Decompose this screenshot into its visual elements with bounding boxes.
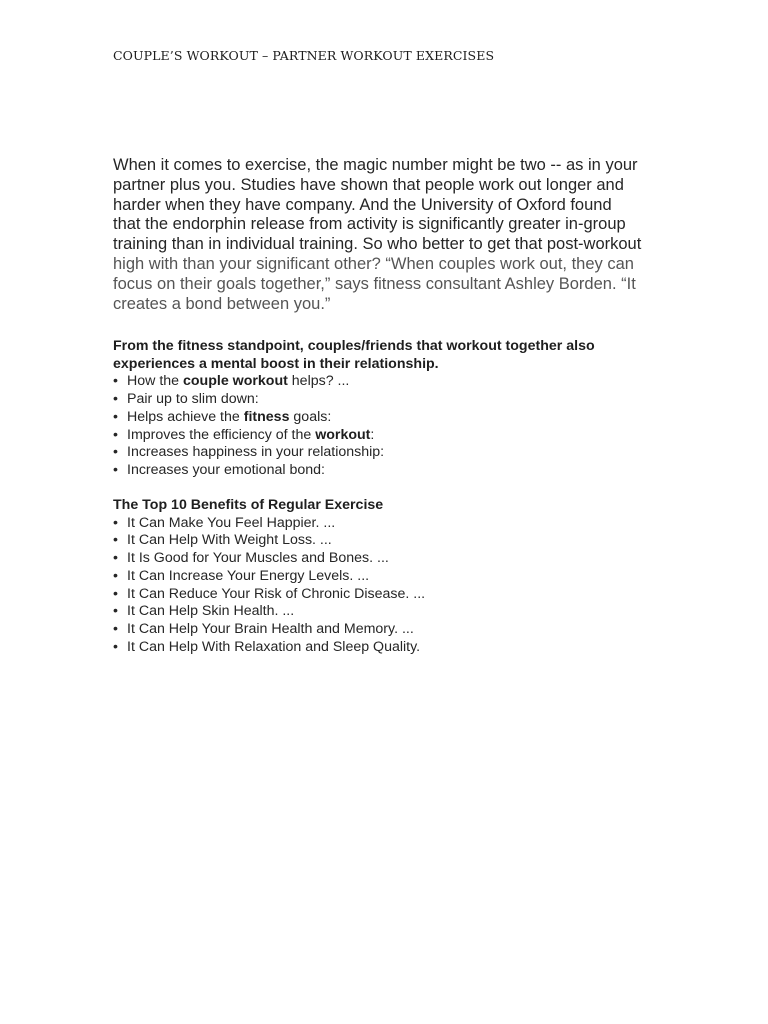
fitness-standpoint-section bbox=[113, 338, 673, 480]
list-item: • It Can Help Your Brain Health and Memory. ... bbox=[113, 620, 414, 637]
list-item: • It Can Help With Relaxation and Sleep Quality. bbox=[113, 638, 421, 655]
list-item: • Pair up to slim down: bbox=[113, 391, 259, 408]
bullet-icon: • bbox=[113, 391, 118, 408]
list-item: • Improves the efficiency of the workout: bbox=[113, 426, 375, 443]
intro-line: partner plus you. Studies have shown that people work out longer and bbox=[113, 175, 624, 194]
list-item: • It Is Good for Your Muscles and Bones. ... bbox=[113, 550, 389, 567]
bullet-icon: • bbox=[113, 444, 118, 461]
intro-line: focus on their goals together,” says fitness consultant Ashley Borden. “It bbox=[113, 274, 636, 293]
list-item: • It Can Help Skin Health. ... bbox=[113, 603, 295, 620]
intro-line: creates a bond between you.” bbox=[113, 294, 331, 313]
bullet-icon: • bbox=[113, 585, 118, 602]
benefits-list bbox=[113, 515, 673, 657]
bullet-icon: • bbox=[113, 638, 118, 655]
bullet-icon: • bbox=[113, 567, 118, 584]
bullet-icon: • bbox=[113, 461, 118, 478]
benefits-section bbox=[113, 497, 673, 656]
intro-line: training than in individual training. So who better to get that post-workout bbox=[113, 235, 642, 254]
bullet-icon: • bbox=[113, 620, 118, 637]
heading-line: experiences a mental boost in their relationship. bbox=[113, 355, 439, 372]
intro-line: high with than your significant other? “When couples work out, they can bbox=[113, 254, 634, 273]
list-item: • It Can Help With Weight Loss. ... bbox=[113, 532, 332, 549]
bullet-icon: • bbox=[113, 426, 118, 443]
benefits-heading: The Top 10 Benefits of Regular Exercise bbox=[113, 497, 384, 513]
bullet-icon: • bbox=[113, 373, 118, 390]
fitness-standpoint-heading bbox=[113, 338, 673, 373]
list-item: • Increases your emotional bond: bbox=[113, 461, 325, 478]
bullet-icon: • bbox=[113, 532, 118, 549]
list-item: • It Can Make You Feel Happier. ... bbox=[113, 514, 336, 531]
intro-line: harder when they have company. And the University of Oxford found bbox=[113, 195, 612, 214]
list-item: • It Can Increase Your Energy Levels. ... bbox=[113, 567, 370, 584]
list-item: • Helps achieve the fitness goals: bbox=[113, 408, 332, 425]
bullet-icon: • bbox=[113, 603, 118, 620]
fitness-standpoint-list bbox=[113, 373, 673, 479]
intro-line: that the endorphin release from activity is significantly greater in-group bbox=[113, 215, 626, 234]
intro-line: When it comes to exercise, the magic number might be two -- as in your bbox=[113, 156, 638, 174]
bullet-icon: • bbox=[113, 550, 118, 567]
intro-paragraph bbox=[113, 156, 673, 314]
list-item: • How the couple workout helps? ... bbox=[113, 373, 350, 390]
list-item: • Increases happiness in your relationship: bbox=[113, 444, 385, 461]
list-item: • It Can Reduce Your Risk of Chronic Disease. ... bbox=[113, 585, 426, 602]
bullet-icon: • bbox=[113, 514, 118, 531]
document-header-title: COUPLE’S WORKOUT – PARTNER WORKOUT EXERCISES bbox=[113, 48, 495, 63]
heading-line: From the fitness standpoint, couples/friends that workout together also bbox=[113, 338, 595, 354]
bullet-icon: • bbox=[113, 408, 118, 425]
